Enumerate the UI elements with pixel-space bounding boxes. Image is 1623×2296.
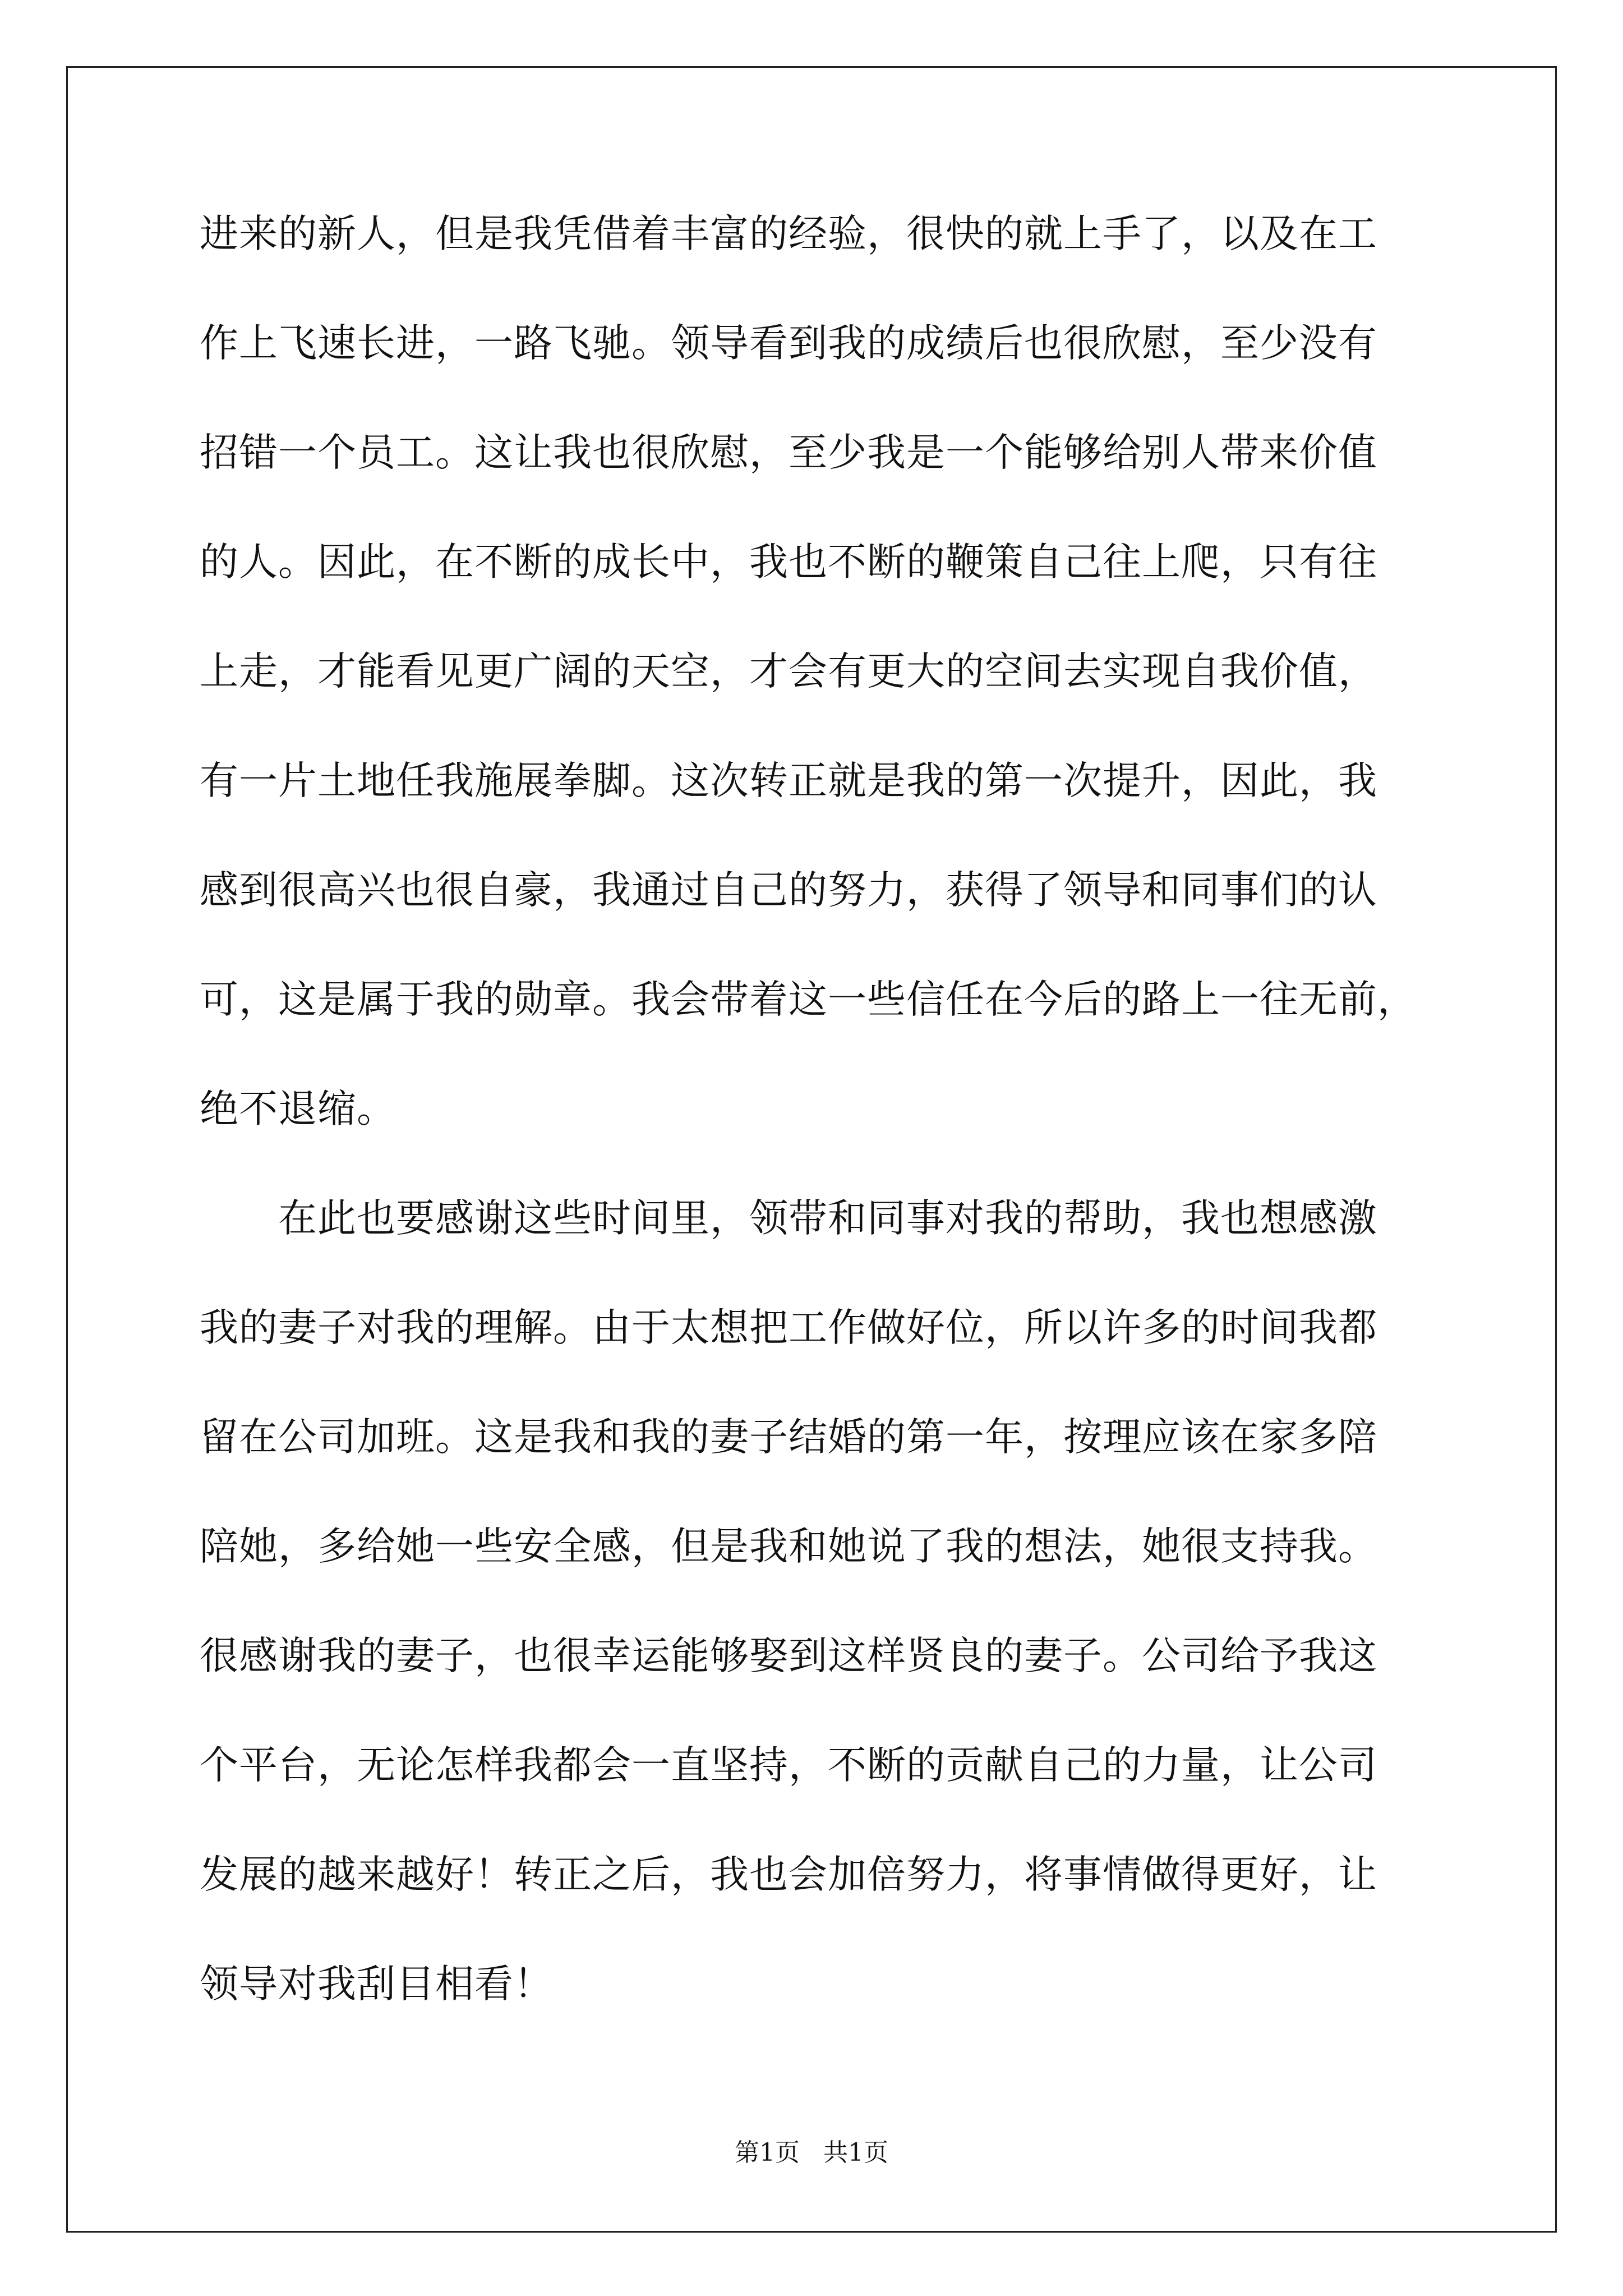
page-number-footer: 第1页 共1页 xyxy=(735,2138,888,2167)
text-line: 感到很高兴也很自豪，我通过自己的努力，获得了领导和同事们的认 xyxy=(200,868,1377,913)
text-line: 可，这是属于我的勋章。我会带着这一些信任在今后的路上一往无前， xyxy=(200,977,1417,1022)
text-line: 招错一个员工。这让我也很欣慰，至少我是一个能够给别人带来价值 xyxy=(200,430,1377,475)
text-line: 在此也要感谢这些时间里，领带和同事对我的帮助，我也想感激 xyxy=(200,1196,1377,1241)
text-line: 上走，才能看见更广阔的天空，才会有更大的空间去实现自我价值， xyxy=(200,649,1377,694)
text-line: 有一片土地任我施展拳脚。这次转正就是我的第一次提升，因此，我 xyxy=(200,758,1377,803)
text-line: 我的妻子对我的理解。由于太想把工作做好位，所以许多的时间我都 xyxy=(200,1305,1377,1350)
text-line: 绝不退缩。 xyxy=(200,1087,396,1131)
text-line: 留在公司加班。这是我和我的妻子结婚的第一年，按理应该在家多陪 xyxy=(200,1415,1377,1460)
text-line: 很感谢我的妻子，也很幸运能够娶到这样贤良的妻子。公司给予我这 xyxy=(200,1634,1377,1678)
text-line: 个平台，无论怎样我都会一直坚持，不断的贡献自己的力量，让公司 xyxy=(200,1743,1377,1788)
page-border xyxy=(66,66,1557,2233)
text-line: 的人。因此，在不断的成长中，我也不断的鞭策自己往上爬，只有往 xyxy=(200,540,1377,585)
text-line: 发展的越来越好！转正之后，我也会加倍努力，将事情做得更好，让 xyxy=(200,1852,1377,1897)
text-line: 作上飞速长进，一路飞驰。领导看到我的成绩后也很欣慰，至少没有 xyxy=(200,321,1377,366)
text-line: 进来的新人，但是我凭借着丰富的经验，很快的就上手了，以及在工 xyxy=(200,211,1377,256)
text-line: 领导对我刮目相看！ xyxy=(200,1962,553,2007)
text-line: 陪她，多给她一些安全感，但是我和她说了我的想法，她很支持我。 xyxy=(200,1524,1377,1569)
